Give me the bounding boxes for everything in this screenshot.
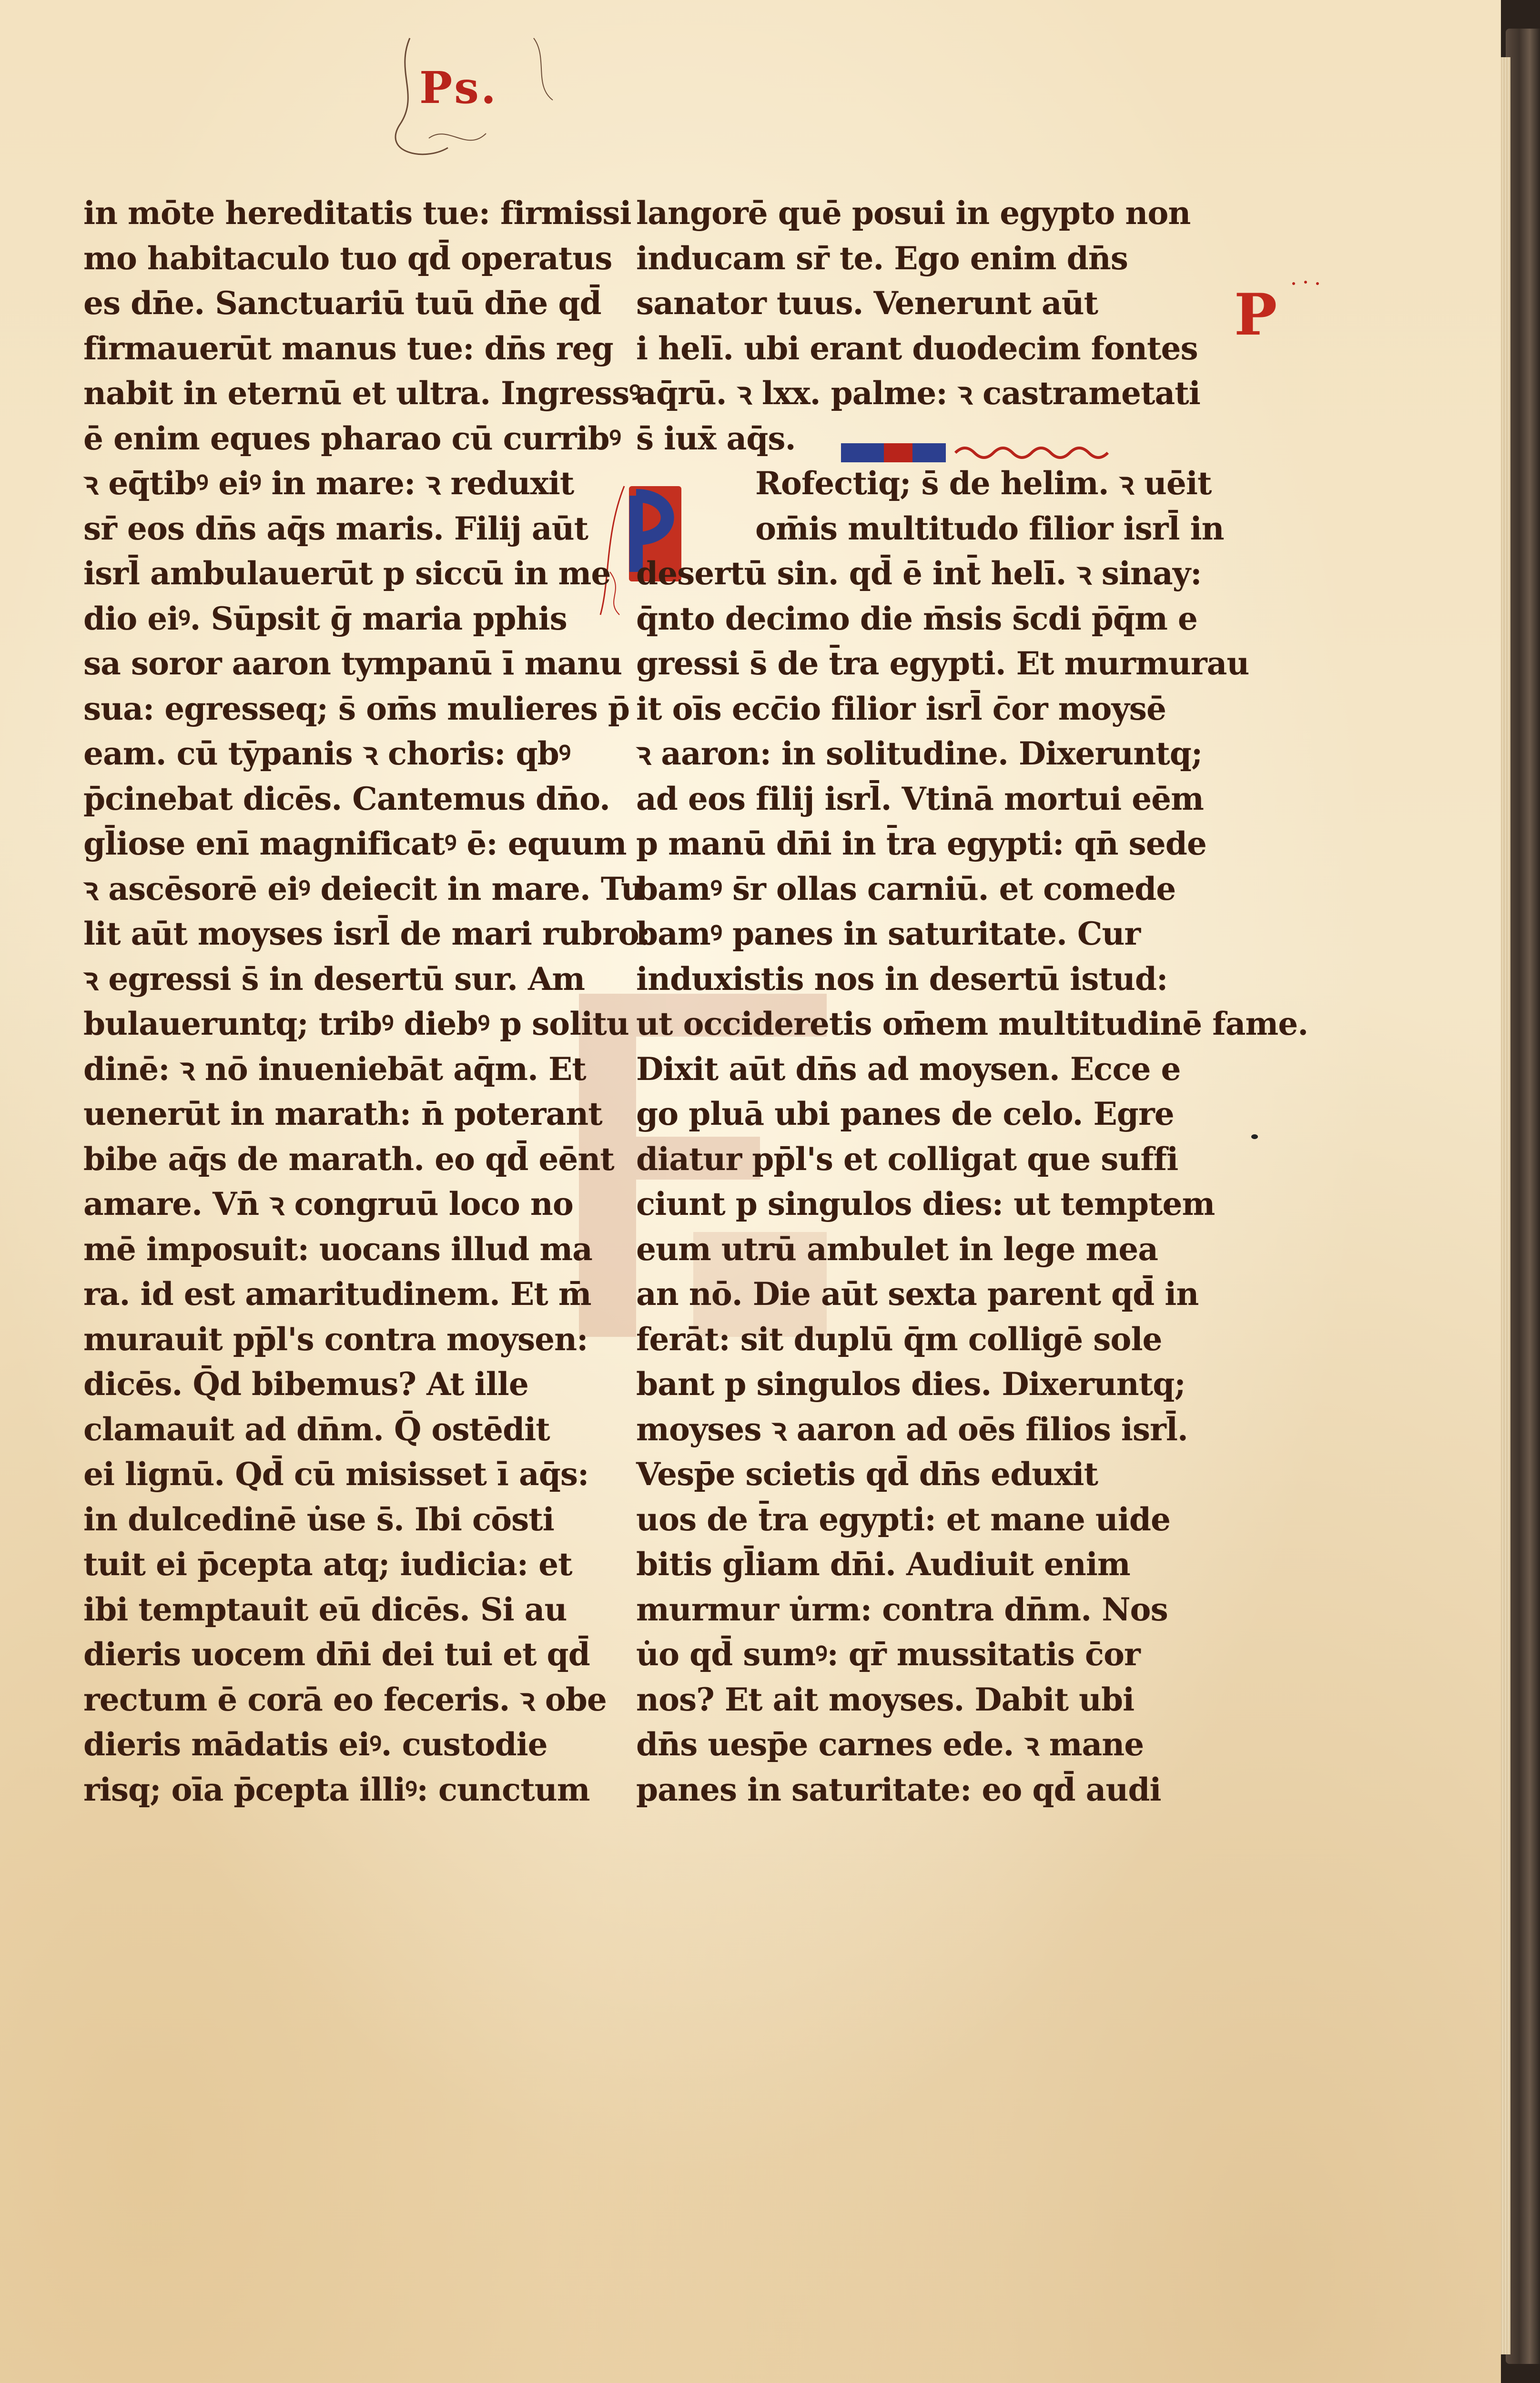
text-line: eam. cū tȳpanis ꝛ choris: qbꝰ	[83, 735, 570, 772]
text-line: murmur u̇rm: contra dn̄m. Nos	[636, 1590, 1168, 1628]
text-line: dieris uocem dn̄i dei tui et qd̄	[83, 1636, 590, 1673]
text-line: inducam sr̄ te. Ego enim dn̄s	[636, 239, 1128, 277]
text-line: gressi s̄ de t̄ra egypti. Et murmurau	[636, 645, 1249, 682]
text-line: sanator tuus. Venerunt aūt	[636, 285, 1098, 322]
text-line: es dn̄e. Sanctuariū tuū dn̄e qd̄	[83, 285, 601, 322]
text-line: lit aūt moyses isrl̄ de mari rubro:	[83, 915, 650, 952]
text-line: dicēs. Q̄d bibemus? At ille	[83, 1365, 528, 1403]
text-line: p manū dn̄i in t̄ra egypti: qn̄ sede	[636, 825, 1206, 862]
text-line: uos de t̄ra egypti: et mane uide	[636, 1500, 1171, 1538]
text-line: i helī. ubi erant duodecim fontes	[636, 329, 1198, 367]
text-line: ciunt p singulos dies: ut temptem	[636, 1185, 1215, 1222]
text-line: sr̄ eos dn̄s aq̄s maris. Filij aūt	[83, 509, 588, 547]
text-line: dio eiꝰ. Sūpsit ḡ maria pphis	[83, 600, 567, 637]
text-line: ē enim eques pharao cū curribꝰ	[83, 419, 621, 457]
text-line: bant p singulos dies. Dixeruntq;	[636, 1365, 1185, 1403]
text-line: dinē: ꝛ nō inueniebāt aq̄m. Et	[83, 1050, 586, 1088]
text-line: s̄ iux̄ aq̄s.	[636, 419, 796, 457]
text-line: ut occideretis om̄em multitudinē fame.	[636, 1005, 1308, 1042]
text-line: rectum ē corā eo feceris. ꝛ obe	[83, 1680, 607, 1718]
text-line: it oīs ecc̄io filior isrl̄ c̄or moysē	[636, 690, 1166, 727]
text-line: clamauit ad dn̄m. Q̄ ostēdit	[83, 1410, 550, 1448]
text-line: an nō. Die aūt sexta parent qd̄ in	[636, 1275, 1199, 1313]
margin-initial-p: P	[1234, 281, 1277, 348]
text-line: gl̄iose enī magnificatꝰ ē: equum	[83, 825, 627, 862]
text-line: isrl̄ ambulauerūt p siccū in me	[83, 555, 611, 592]
text-line: ꝛ aaron: in solitudine. Dixeruntq;	[636, 735, 1203, 772]
text-line: panes in saturitate: eo qd̄ audi	[636, 1771, 1161, 1808]
text-line: p̄cinebat dicēs. Cantemus dn̄o.	[83, 780, 610, 817]
right-text-column	[636, 191, 1308, 1812]
text-line: ad eos filij isrl̄. Vtinā mortui eēm	[636, 780, 1204, 817]
left-text-column	[83, 191, 650, 1812]
text-line: risq; oīa p̄cepta illiꝰ: cunctum	[83, 1771, 590, 1808]
margin-dots	[1289, 276, 1327, 291]
text-line: Rofectiq; s̄ de helim. ꝛ uēit	[755, 465, 1212, 502]
book-spine	[1506, 29, 1540, 2364]
text-line: langorē quē posui in egypto non	[636, 194, 1191, 232]
text-line: dn̄s uesp̄e carnes ede. ꝛ mane	[636, 1726, 1144, 1763]
text-line: ibi temptauit eū dicēs. Si au	[83, 1590, 567, 1628]
text-line: ei lignū. Qd̄ cū misisset ī aq̄s:	[83, 1456, 589, 1493]
text-line: go pluā ubi panes de celo. Egre	[636, 1095, 1174, 1132]
text-line: ꝛ egressi s̄ in desertū sur. Am	[83, 960, 585, 998]
text-line: aq̄rū. ꝛ lxx. palme: ꝛ castrametati	[636, 375, 1200, 412]
text-line: moyses ꝛ aaron ad oēs filios isrl̄.	[636, 1410, 1188, 1448]
text-line: u̇o qd̄ sumꝰ: qr̄ mussitatis c̄or	[636, 1636, 1140, 1673]
text-line: ꝛ ascēsorē eiꝰ deiecit in mare. Tu	[83, 870, 643, 907]
text-line: bamꝰ panes in saturitate. Cur	[636, 915, 1141, 952]
text-line: diatur pp̄l's et colligat que suffi	[636, 1140, 1178, 1178]
text-line: bamꝰ s̄r ollas carniū. et comede	[636, 870, 1176, 907]
text-line: Vesp̄e scietis qd̄ dn̄s eduxit	[636, 1456, 1098, 1493]
text-line: dieris mādatis eiꝰ. custodie	[83, 1726, 547, 1763]
text-line: mē imposuit: uocans illud ma	[83, 1230, 592, 1268]
text-line: amare. Vn̄ ꝛ congruū loco no	[83, 1185, 573, 1222]
text-line: q̄nto decimo die m̄sis s̄cdi p̄q̄m e	[636, 600, 1197, 637]
text-line: eum utrū ambulet in lege mea	[636, 1230, 1158, 1268]
ink-speck	[1251, 1134, 1258, 1139]
text-line: mo habitaculo tuo qd̄ operatus	[83, 239, 612, 277]
text-line: sua: egresseq; s̄ om̄s mulieres p̄	[83, 690, 630, 727]
text-line: bulaueruntq; tribꝰ diebꝰ p solitu	[83, 1005, 629, 1042]
text-line: murauit pp̄l's contra moysen:	[83, 1320, 588, 1358]
text-line: bibe aq̄s de marath. eo qd̄ eēnt	[83, 1140, 614, 1178]
text-line: nos? Et ait moyses. Dabit ubi	[636, 1680, 1135, 1718]
text-line: uenerūt in marath: n̄ poterant	[83, 1095, 602, 1132]
text-line: nabit in eternū et ultra. Ingressꝰ	[83, 375, 641, 412]
text-line: om̄is multitudo filior isrl̄ in	[755, 509, 1224, 547]
text-line: Dixit aūt dn̄s ad moysen. Ecce e	[636, 1050, 1181, 1088]
text-line: ꝛ eq̄tibꝰ eiꝰ in mare: ꝛ reduxit	[83, 465, 574, 502]
text-line: tuit ei p̄cepta atq; iudicia: et	[83, 1546, 572, 1583]
running-head: Ps.	[419, 62, 498, 113]
text-line: sa soror aaron tympanū ī manu	[83, 645, 622, 682]
text-line: bitis gl̄iam dn̄i. Audiuit enim	[636, 1546, 1130, 1583]
text-line: in dulcedinē u̇se s̄. Ibi cōsti	[83, 1500, 554, 1538]
text-line: in mōte hereditatis tue: firmissi	[83, 194, 631, 232]
text-line: desertū sin. qd̄ ē int̄ helī. ꝛ sinay:	[636, 555, 1202, 592]
text-line: ra. id est amaritudinem. Et m̄	[83, 1275, 591, 1313]
text-line: induxistis nos in desertū istud:	[636, 960, 1168, 998]
text-line: ferāt: sit duplū q̄m colligē sole	[636, 1320, 1162, 1358]
text-line: firmauerūt manus tue: dn̄s reg	[83, 329, 613, 367]
